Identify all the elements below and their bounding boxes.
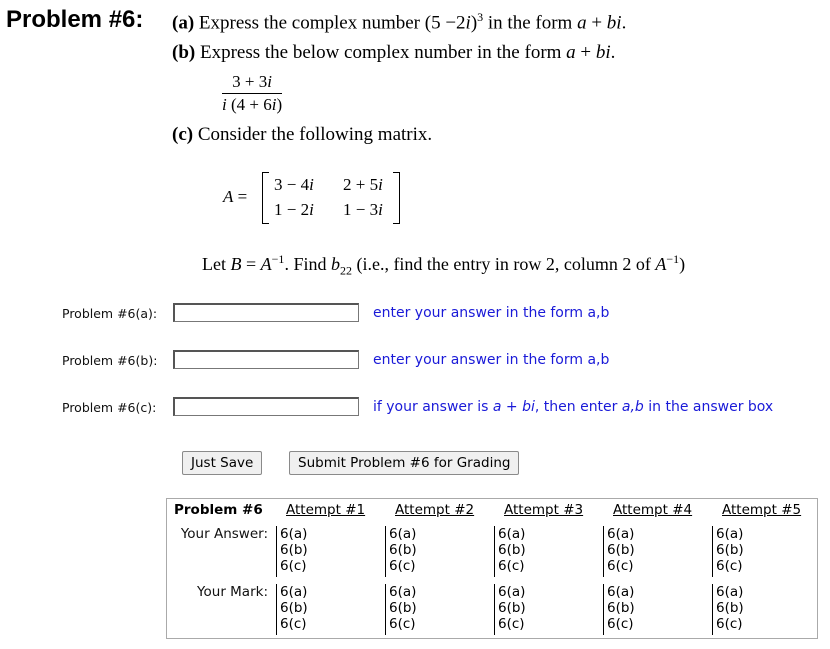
attempt-header-2[interactable]: Attempt #2: [395, 502, 475, 518]
answer-label-a: Problem #6(a):: [62, 306, 158, 321]
part-a-text: Express the complex number (5 −2: [198, 12, 466, 34]
part-entry: 6(a): [716, 526, 744, 542]
matrix-name: A =: [223, 187, 248, 206]
part-b-label: (b): [172, 42, 196, 63]
answer-hint-a: enter your answer in the form a,b: [373, 305, 610, 321]
attempt-3-answer-parts: [498, 526, 526, 574]
row-label-answer: Your Answer:: [180, 526, 268, 542]
part-a-question: [172, 10, 626, 34]
part-a-plus: +: [586, 12, 607, 34]
fraction-denominator: i (4 + 6i): [222, 95, 283, 114]
submit-grading-button[interactable]: Submit Problem #6 for Grading: [289, 451, 519, 475]
part-entry: 6(c): [498, 558, 525, 574]
attempt-2-answer-divider: [385, 526, 386, 577]
part-a-i: i: [465, 12, 471, 34]
attempt-4-mark-divider: [603, 584, 604, 635]
matrix-cell-22: 1 − 3i: [343, 200, 383, 219]
part-entry: 6(c): [716, 616, 743, 632]
answer-label-b: Problem #6(b):: [62, 353, 158, 368]
part-entry: 6(b): [280, 542, 308, 558]
part-b-a: a: [566, 42, 576, 63]
part-entry: 6(a): [280, 584, 308, 600]
part-entry: 6(c): [280, 558, 307, 574]
matrix-a: [262, 172, 400, 224]
attempt-1-mark-parts: [280, 584, 308, 632]
attempt-5-answer-divider: [712, 526, 713, 577]
part-entry: 6(c): [607, 616, 634, 632]
part-entry: 6(a): [389, 526, 417, 542]
attempt-4-mark-parts: [607, 584, 635, 632]
attempt-2-answer-parts: [389, 526, 417, 574]
row-label-mark: Your Mark:: [197, 584, 268, 600]
part-entry: 6(a): [498, 526, 526, 542]
attempt-2-mark-divider: [385, 584, 386, 635]
just-save-button[interactable]: Just Save: [182, 451, 262, 475]
part-entry: 6(a): [389, 584, 417, 600]
matrix-cell-21: 1 − 2i: [274, 200, 314, 219]
part-a-period: .: [621, 12, 627, 34]
part-b-bi: bi: [595, 42, 611, 63]
part-entry: 6(b): [716, 600, 744, 616]
attempt-3-answer-divider: [494, 526, 495, 577]
part-entry: 6(c): [716, 558, 743, 574]
part-a-exponent: 3: [477, 10, 484, 24]
part-entry: 6(b): [389, 542, 417, 558]
attempt-4-answer-divider: [603, 526, 604, 577]
part-a-form-text: in the form: [483, 12, 578, 34]
attempt-header-4[interactable]: Attempt #4: [613, 502, 693, 518]
part-entry: 6(b): [607, 542, 635, 558]
part-entry: 6(b): [716, 542, 744, 558]
part-a-a: a: [577, 12, 587, 34]
part-entry: 6(b): [389, 600, 417, 616]
part-entry: 6(c): [389, 558, 416, 574]
part-a-bi: bi: [606, 12, 622, 34]
attempt-5-answer-parts: [716, 526, 744, 574]
answer-input-c[interactable]: [173, 397, 359, 416]
part-c-question: [172, 124, 432, 146]
part-entry: 6(a): [607, 526, 635, 542]
part-b-plus: +: [575, 42, 596, 63]
part-b-text: Express the below complex number in the form: [199, 42, 567, 63]
attempt-5-mark-divider: [712, 584, 713, 635]
part-entry: 6(a): [607, 584, 635, 600]
attempt-header-3[interactable]: Attempt #3: [504, 502, 584, 518]
attempts-header: Problem #6: [174, 502, 263, 518]
part-entry: 6(b): [607, 600, 635, 616]
part-entry: 6(b): [280, 600, 308, 616]
answer-label-c: Problem #6(c):: [62, 400, 157, 415]
fraction-numerator: 3 + 3i: [222, 72, 282, 94]
part-entry: 6(a): [716, 584, 744, 600]
answer-input-a[interactable]: [173, 303, 359, 322]
part-b-fraction: [222, 72, 282, 115]
attempt-3-mark-parts: [498, 584, 526, 632]
attempt-1-answer-parts: [280, 526, 308, 574]
answer-hint-b: enter your answer in the form a,b: [373, 352, 610, 368]
matrix-right-bracket: [393, 172, 400, 224]
matrix-left-bracket: [262, 172, 269, 224]
part-c-text: Consider the following matrix.: [197, 124, 433, 145]
attempt-header-1[interactable]: Attempt #1: [286, 502, 366, 518]
attempt-3-mark-divider: [494, 584, 495, 635]
attempt-5-mark-parts: [716, 584, 744, 632]
part-c-label: (c): [172, 124, 194, 145]
answer-hint-c: if your answer is a + bi, then enter a,b in the answer box: [373, 399, 774, 415]
part-a-label: (a): [172, 12, 195, 34]
part-entry: 6(c): [498, 616, 525, 632]
attempt-header-5[interactable]: Attempt #5: [722, 502, 802, 518]
answer-input-b[interactable]: [173, 350, 359, 369]
part-entry: 6(b): [498, 600, 526, 616]
part-a-close: ): [470, 12, 478, 34]
part-entry: 6(c): [389, 616, 416, 632]
part-b-question: [172, 42, 615, 64]
part-entry: 6(a): [498, 584, 526, 600]
matrix-cell-12: 2 + 5i: [343, 175, 383, 194]
attempt-1-mark-divider: [276, 584, 277, 635]
attempt-4-answer-parts: [607, 526, 635, 574]
part-entry: 6(b): [498, 542, 526, 558]
matrix-cell-11: 3 − 4i: [274, 175, 314, 194]
part-entry: 6(c): [280, 616, 307, 632]
attempt-2-mark-parts: [389, 584, 417, 632]
problem-title: Problem #6:: [6, 6, 144, 33]
part-entry: 6(c): [607, 558, 634, 574]
part-entry: 6(a): [280, 526, 308, 542]
attempt-1-answer-divider: [276, 526, 277, 577]
find-instruction: Let $B = A^{-1}$. Find $b_{22}$ (i.e., find the entry in row 2, column 2 of $A^{-1}$): [202, 252, 686, 278]
part-b-period: .: [610, 42, 616, 63]
